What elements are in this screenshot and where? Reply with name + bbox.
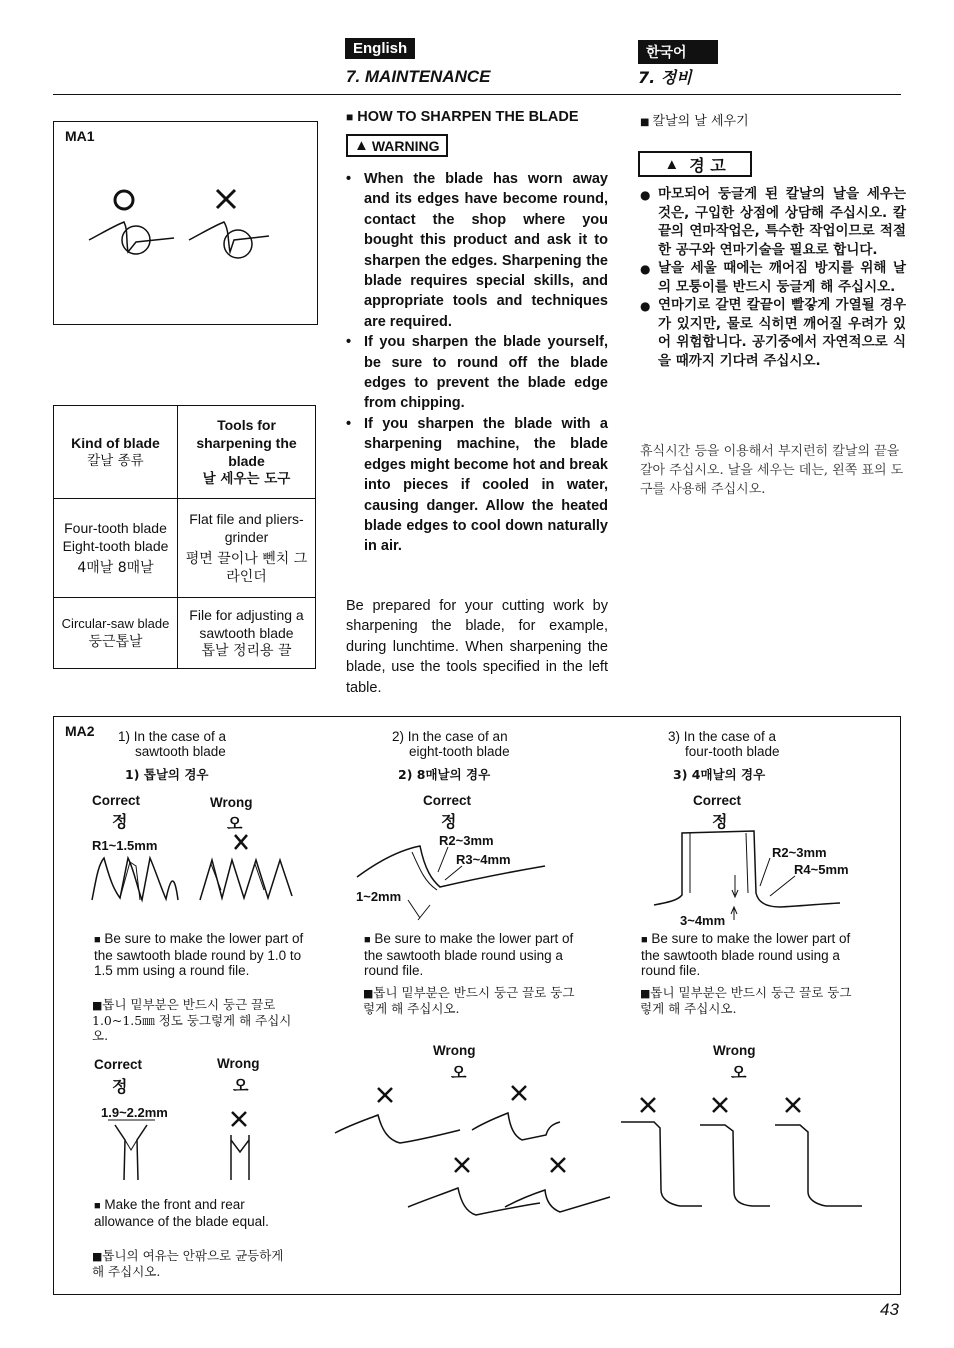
page-number: 43 — [880, 1300, 899, 1319]
correct-label-kr: 정 — [712, 812, 728, 831]
heading-english: ■ HOW TO SHARPEN THE BLADE — [346, 109, 579, 125]
dimension-label: 3~4mm — [680, 913, 726, 928]
figure-label: MA1 — [65, 128, 95, 144]
language-badge-korean: 한국어 — [638, 40, 718, 64]
col3-note-en: ■ Be sure to make the lower part of the sawtooth blade round using a round file. — [641, 931, 851, 978]
section-title-english: 7. MAINTENANCE — [346, 67, 491, 86]
wrong-cross-icon — [641, 1098, 655, 1112]
correct-label: Correct — [94, 1057, 143, 1072]
wrong-label-kr: 오 — [233, 1076, 249, 1095]
table-row: Circular-saw blade 둥근톱날 File for adjusting a sawtooth blade 톱날 정리용 끌 — [54, 598, 316, 669]
dimension-label: 1.9~2.2mm — [101, 1105, 168, 1120]
warning-label-english: ▲ WARNING — [346, 134, 448, 157]
col1-note2-en: ■ Make the front and rear allowance of the blade equal. — [94, 1197, 269, 1229]
col3-title-en: 3) In the case of a four-tooth blade — [668, 729, 780, 759]
wrong-cross-icon — [713, 1098, 727, 1112]
section-title-korean: 7. 정비 — [638, 68, 692, 87]
correct-label: Correct — [92, 793, 141, 808]
list-item: • When the blade has worn away and its edges have become round, contact the shop where you bought this product and ask it to sharpen the edges. Sharpening the blade requires special skills, and appropriate tools and techniques are required. — [346, 169, 608, 332]
table-row: Four-tooth blade Eight-tooth blade 4매날 8매날 Flat file and pliers-grinder 평면 끌이나 뻰치 그라인더 — [54, 499, 316, 598]
col3-note-kr: ■톱니 밑부분은 반드시 둥근 끌로 둥그렇게 해 주십시오. — [640, 985, 852, 1016]
wrong-label: Wrong — [713, 1043, 756, 1058]
col1-note-kr: ■톱니 밑부분은 반드시 둥근 끌로 1.0~1.5㎜ 정도 둥그렇게 해 주십시오. — [92, 997, 292, 1043]
correct-label-kr: 정 — [112, 812, 128, 831]
warning-triangle-icon: ▲ — [354, 137, 369, 154]
wrong-label: Wrong — [210, 795, 253, 810]
dimension-label: R3~4mm — [456, 852, 511, 867]
wrong-label: Wrong — [433, 1043, 476, 1058]
col2-note-en: ■ Be sure to make the lower part of the sawtooth blade round using a round file. — [364, 931, 574, 978]
warning-triangle-icon: ▲ — [664, 155, 680, 173]
col1-note-en: ■ Be sure to make the lower part of the sawtooth blade round by 1.0 to 1.5 mm using a round file. — [94, 931, 304, 978]
wrong-label: Wrong — [217, 1056, 260, 1071]
table-header-tools: Tools for sharpening the blade 날 세우는 도구 — [178, 406, 316, 499]
dimension-label: R2~3mm — [439, 833, 494, 848]
list-item: • If you sharpen the blade yourself, be sure to round off the blade edges to prevent the blade edge from chipping. — [346, 332, 608, 414]
col1-note2-kr: ■톱니의 여유는 안팎으로 균등하게 해 주십시오. — [92, 1248, 284, 1279]
paragraph-korean: 휴식시간 등을 이용해서 부지런히 칼날의 끝을 갈아 주십시오. 날을 세우는 데는, 왼쪽 표의 도구를 사용해 주십시오. — [640, 444, 904, 497]
wrong-label-kr: 오 — [227, 814, 243, 833]
table-header-kind: Kind of blade 칼날 종류 — [54, 406, 178, 499]
correct-label: Correct — [423, 793, 472, 808]
heading-korean: ■ 칼날의 날 세우기 — [640, 114, 749, 129]
dimension-label: R2~3mm — [772, 845, 827, 860]
dimension-label: 1~2mm — [356, 889, 402, 904]
correct-label-kr: 정 — [112, 1077, 128, 1096]
dimension-label: R1~1.5mm — [92, 838, 158, 853]
col1-title-kr: 1) 톱날의 경우 — [125, 767, 209, 782]
correct-label: Correct — [693, 793, 742, 808]
col3-title-kr: 3) 4매날의 경우 — [673, 767, 766, 782]
correct-label-kr: 정 — [441, 812, 457, 831]
col2-title-kr: 2) 8매날의 경우 — [398, 767, 491, 782]
wrong-label-kr: 오 — [451, 1063, 467, 1082]
language-badge-english: English — [345, 38, 415, 59]
figure-label: MA2 — [65, 723, 95, 739]
list-item: ● 연마기로 갈면 칼끝이 빨갛게 가열될 경우가 있지만, 물로 식히면 깨어질 우려가 있어 위험합니다. 공기중에서 자연적으로 식을 때까지 기다려 주십시오. — [640, 296, 906, 370]
warning-label-korean: ▲ 경 고 — [638, 151, 752, 177]
wrong-label-kr: 오 — [731, 1063, 747, 1082]
col2-note-kr: ■톱니 밑부분은 반드시 둥근 끌로 둥그렇게 해 주십시오. — [363, 985, 575, 1016]
list-item: ● 날을 세울 때에는 깨어짐 방지를 위해 날의 모퉁이를 반드시 둥글게 해 주십시오. — [640, 259, 906, 296]
col1-title-en: 1) In the case of a sawtooth blade — [118, 729, 227, 759]
list-item: • If you sharpen the blade with a sharpening machine, the blade edges might become hot and break into pieces if cooled in water, causing danger. Allow the heated blade edges to cool down naturally in air. — [346, 414, 608, 557]
paragraph-english: Be prepared for your cutting work by sharpening the blade, for example, during lunchtime. When sharpening the blade, use the tools specified in the left table. — [346, 598, 608, 696]
dimension-label: R4~5mm — [794, 862, 849, 877]
list-item: ● 마모되어 둥글게 된 칼날의 날을 세우는 것은, 구입한 상점에 상담해 주십시오. 칼끝의 연마작업은, 특수한 작업이므로 적절한 공구와 연마기술을 필요로 합니다. — [640, 185, 906, 259]
wrong-cross-icon — [786, 1098, 800, 1112]
col2-title-en: 2) In the case of an eight-tooth blade — [392, 729, 510, 759]
